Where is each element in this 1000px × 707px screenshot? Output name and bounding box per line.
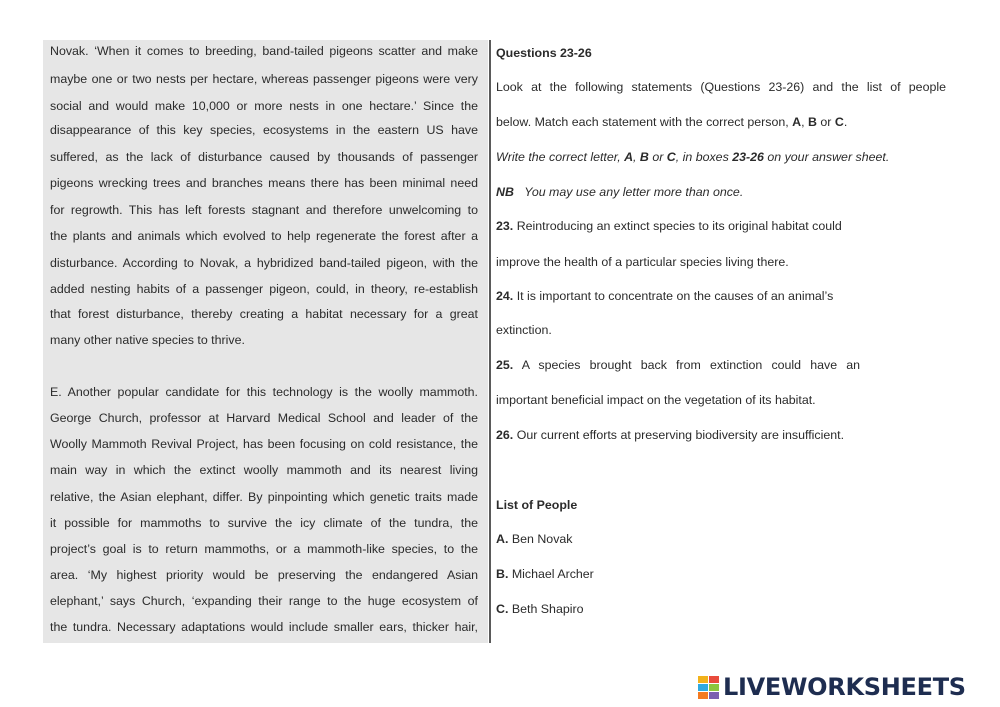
passage-line: project’s goal is to return mammoths, or a mammoth-like species, to the: [50, 542, 478, 556]
passage-line: E. Another popular candidate for this technology is the woolly mammoth.: [50, 385, 478, 399]
passage-line: the tundra. Necessary adaptations would include smaller ears, thicker hair,: [50, 620, 478, 634]
question-23-cont: improve the health of a particular species living there.: [496, 255, 789, 269]
passage-line: it possible for mammoths to survive the icy climate of the tundra, the: [50, 516, 478, 530]
question-25: 25. A species brought back from extinction could have an: [496, 358, 861, 372]
question-24: 24. It is important to concentrate on the causes of an animal’s: [496, 289, 834, 303]
person-a: A. Ben Novak: [496, 532, 573, 546]
questions-instruction: Write the correct letter, A, B or C, in boxes 23-26 on your answer sheet.: [496, 150, 890, 164]
questions-intro: below. Match each statement with the correct person, A, B or C.: [496, 115, 848, 129]
passage-line: disturbance. According to Novak, a hybridized band-tailed pigeon, with the: [50, 256, 478, 270]
question-24-cont: extinction.: [496, 323, 552, 337]
question-25-cont: important beneficial impact on the vegetation of its habitat.: [496, 393, 816, 407]
questions-intro: Look at the following statements (Questions 23-26) and the list of people: [496, 80, 946, 94]
question-26: 26. Our current efforts at preserving biodiversity are insufficient.: [496, 428, 845, 442]
column-divider: [489, 40, 491, 643]
passage-line: disappearance of this key species, ecosystems in the eastern US have: [50, 123, 478, 137]
passage-line: elephant,’ says Church, ‘expanding their range to the huge ecosystem of: [50, 594, 478, 608]
passage-line: suffered, as the lack of disturbance caused by thousands of passenger: [50, 150, 478, 164]
passage-line: for regrowth. This has left forests stagnant and therefore unwelcoming to: [50, 203, 478, 217]
people-heading: List of People: [496, 498, 578, 512]
passage-line: added nesting habits of a passenger pigeon, could, in theory, re-establish: [50, 282, 478, 296]
person-b: B. Michael Archer: [496, 567, 594, 581]
passage-line: social and would make 10,000 or more nests in one hectare.’ Since the: [50, 99, 478, 113]
passage-line: that forest disturbance, thereby creating a habitat necessary for a great: [50, 307, 478, 321]
passage-line: Novak. ‘When it comes to breeding, band-tailed pigeons scatter and make: [50, 44, 478, 58]
nb-note: NB You may use any letter more than once.: [496, 185, 744, 199]
passage-line: area. ‘My highest priority would be preserving the endangered Asian: [50, 568, 478, 582]
passage-line: maybe one or two nests per hectare, whereas passenger pigeons were very: [50, 72, 478, 86]
person-c: C. Beth Shapiro: [496, 602, 584, 616]
passage-line: pigeons wrecking trees and branches means there has been minimal need: [50, 176, 478, 190]
passage-line: the plants and animals which evolved to help regenerate the forest after a: [50, 229, 478, 243]
passage-line: many other native species to thrive.: [50, 333, 245, 347]
question-23: 23. Reintroducing an extinct species to its original habitat could: [496, 219, 842, 233]
logo-icon: [698, 676, 719, 699]
passage-line: George Church, professor at Harvard Medical School and leader of the: [50, 411, 478, 425]
passage-line: main way in which the extinct woolly mammoth and its nearest living: [50, 463, 478, 477]
questions-heading: Questions 23-26: [496, 46, 592, 60]
passage-line: relative, the Asian elephant, differ. By pinpointing which genetic traits made: [50, 490, 478, 504]
logo-text: LIVEWORKSHEETS: [723, 673, 966, 701]
liveworksheets-logo: [698, 674, 966, 700]
passage-line: Woolly Mammoth Revival Project, has been focusing on cold resistance, the: [50, 437, 478, 451]
